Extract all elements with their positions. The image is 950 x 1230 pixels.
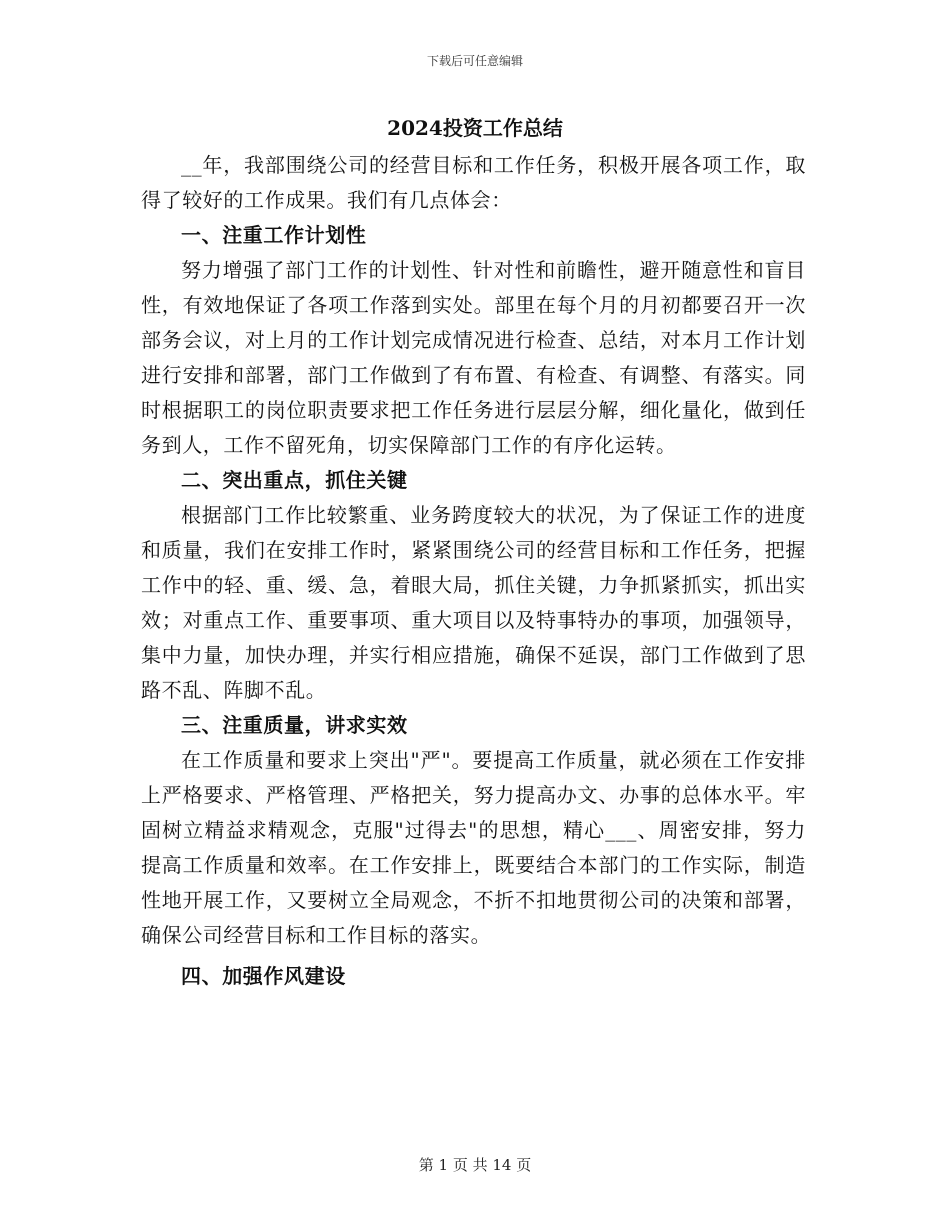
section-heading-2: 二、突出重点，抓住关键 xyxy=(181,468,408,492)
section-paragraph-1: 努力增强了部门工作的计划性、针对性和前瞻性，避开随意性和盲目性，有效地保证了各项工作落到实处。部里在每个月的月初都要召开一次部务会议，对上月的工作计划完成情况进行检查、总结，对本月工作计划进行安排和部署，部门工作做到了有布置、有检查、有调整、有落实。同时根据职工的岗位职责要求把工作任务进行层层分解，细化量化，做到任务到人，工作不留死角，切实保障部门工作的有序化运转。 xyxy=(141,258,806,457)
section-heading-4: 四、加强作风建设 xyxy=(181,964,346,988)
section-heading-3: 三、注重质量，讲求实效 xyxy=(181,713,408,737)
page-header-note: 下载后可任意编辑 xyxy=(426,54,523,68)
section-paragraph-2: 根据部门工作比较繁重、业务跨度较大的状况，为了保证工作的进度和质量，我们在安排工作时，紧紧围绕公司的经营目标和工作任务，把握工作中的轻、重、缓、急，着眼大局，抓住关键，力争抓紧抓实，抓出实效；对重点工作、重要事项、重大项目以及特事特办的事项，加强领导，集中力量，加快办理，并实行相应措施，确保不延误，部门工作做到了思路不乱、阵脚不乱。 xyxy=(141,503,806,702)
document-title: 2024投资工作总结 xyxy=(387,116,563,140)
intro-paragraph: __年，我部围绕公司的经营目标和工作任务，积极开展各项工作，取得了较好的工作成果。我们有几点体会： xyxy=(141,153,806,212)
section-paragraph-3: 在工作质量和要求上突出"严"。要提高工作质量，就必须在工作安排上严格要求、严格管理、严格把关，努力提高办文、办事的总体水平。牢固树立精益求精观念，克服"过得去"的思想，精心___、周密安排，努力提高工作质量和效率。在工作安排上，既要结合本部门的工作实际，制造性地开展工作，又要树立全局观念，不折不扣地贯彻公司的决策和部署，确保公司经营目标和工作目标的落实。 xyxy=(141,748,806,947)
page-number-footer: 第 1 页 共 14 页 xyxy=(418,1156,532,1174)
section-heading-1: 一、注重工作计划性 xyxy=(181,223,367,247)
document-body xyxy=(141,148,806,994)
